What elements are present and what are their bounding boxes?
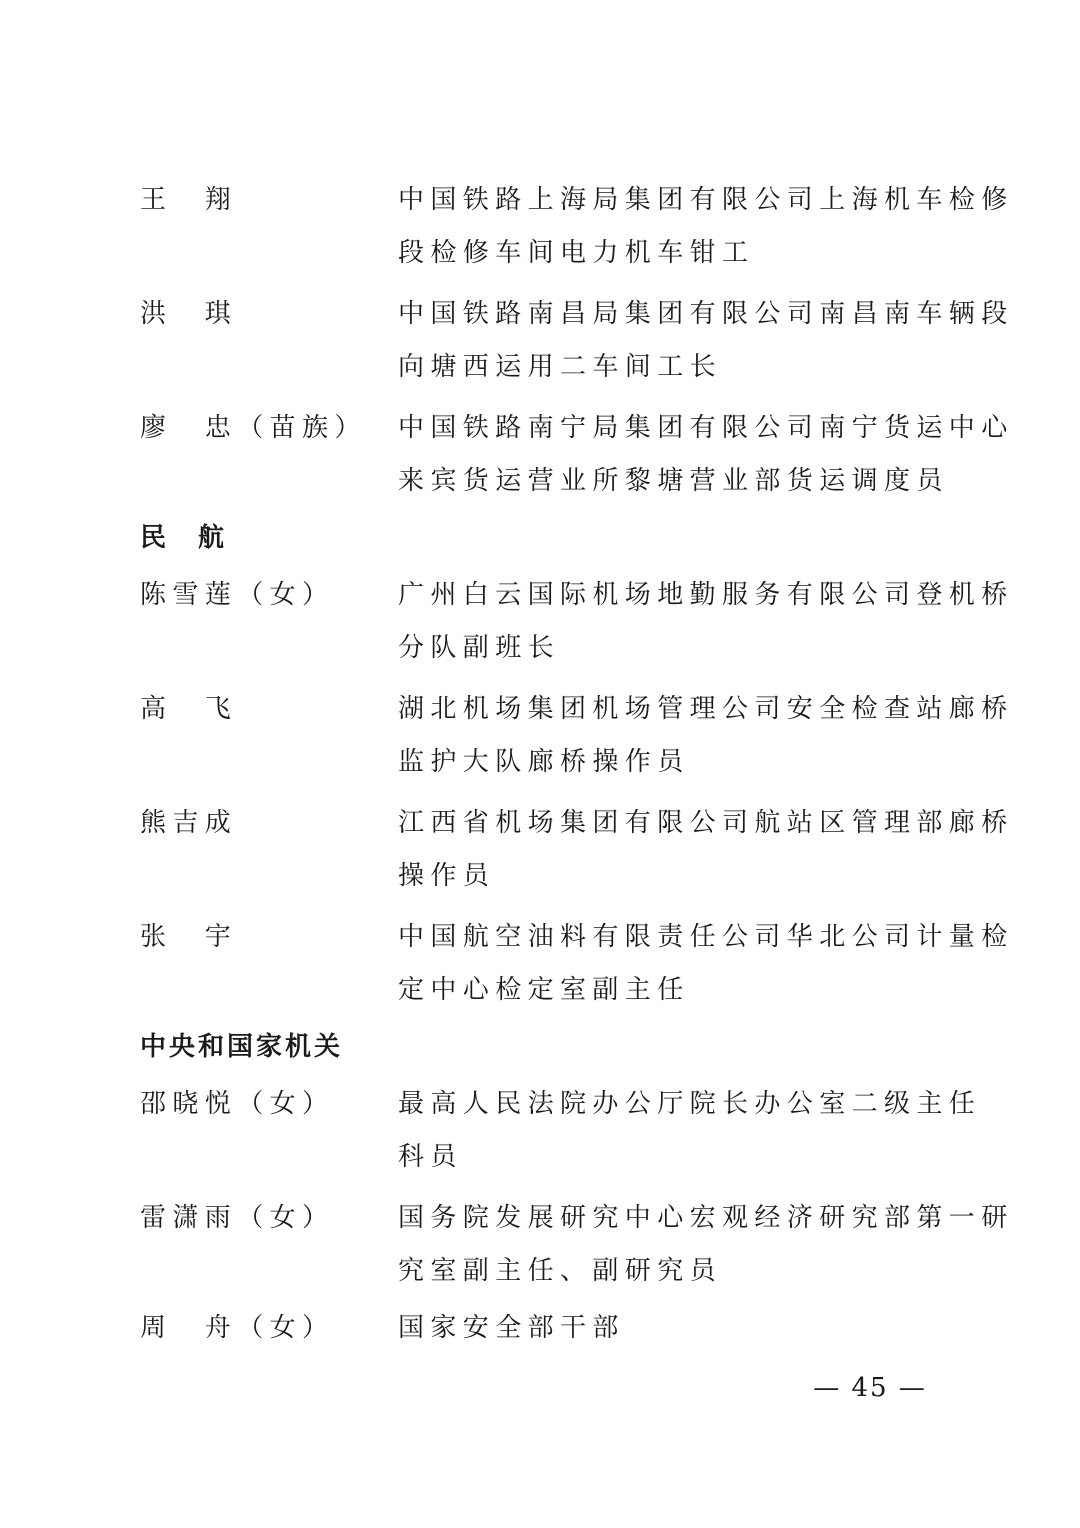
- entry-affiliation-line: 来宾货运营业所黎塘营业部货运调度员: [398, 466, 949, 496]
- entry-name: 陈雪莲（女）: [140, 580, 335, 610]
- entry-affiliation-line: 操作员: [398, 861, 496, 891]
- page-number: — 45 —: [813, 1373, 927, 1403]
- entry-name: 周 舟（女）: [140, 1313, 335, 1343]
- entry-affiliation-line: 向塘西运用二车间工长: [398, 352, 723, 382]
- entry-affiliation-line: 分队副班长: [398, 633, 561, 663]
- entry-affiliation-line: 湖北机场集团机场管理公司安全检查站廊桥: [398, 694, 1014, 724]
- entry-name: 张 宇: [140, 922, 238, 952]
- section-heading: 民 航: [140, 523, 228, 553]
- entry-affiliation-line: 监护大队廊桥操作员: [398, 747, 690, 777]
- entry-affiliation-line: 国家安全部干部: [398, 1313, 625, 1343]
- entry-name: 廖 忠（苗族）: [140, 413, 367, 443]
- entry-affiliation-line: 科员: [398, 1142, 463, 1172]
- entry-affiliation-line: 广州白云国际机场地勤服务有限公司登机桥: [398, 580, 1014, 610]
- entry-affiliation-line: 江西省机场集团有限公司航站区管理部廊桥: [398, 808, 1014, 838]
- entry-affiliation-line: 国务院发展研究中心宏观经济研究部第一研: [398, 1203, 1014, 1233]
- entry-affiliation-line: 中国铁路南宁局集团有限公司南宁货运中心: [398, 413, 1014, 443]
- entry-name: 王 翔: [140, 185, 238, 215]
- entry-name: 高 飞: [140, 694, 238, 724]
- entry-affiliation-line: 段检修车间电力机车钳工: [398, 238, 755, 268]
- entry-affiliation-line: 最高人民法院办公厅院长办公室二级主任: [398, 1089, 982, 1119]
- entry-affiliation-line: 中国航空油料有限责任公司华北公司计量检: [398, 922, 1014, 952]
- entry-name: 熊吉成: [140, 808, 238, 838]
- section-heading: 中央和国家机关: [140, 1032, 344, 1062]
- entry-affiliation-line: 中国铁路南昌局集团有限公司南昌南车辆段: [398, 299, 1014, 329]
- entry-affiliation-line: 定中心检定室副主任: [398, 975, 690, 1005]
- entry-name: 雷潇雨（女）: [140, 1203, 335, 1233]
- entry-name: 洪 琪: [140, 299, 238, 329]
- entry-name: 邵晓悦（女）: [140, 1089, 335, 1119]
- entry-affiliation-line: 中国铁路上海局集团有限公司上海机车检修: [398, 185, 1014, 215]
- entry-affiliation-line: 究室副主任、副研究员: [398, 1256, 723, 1286]
